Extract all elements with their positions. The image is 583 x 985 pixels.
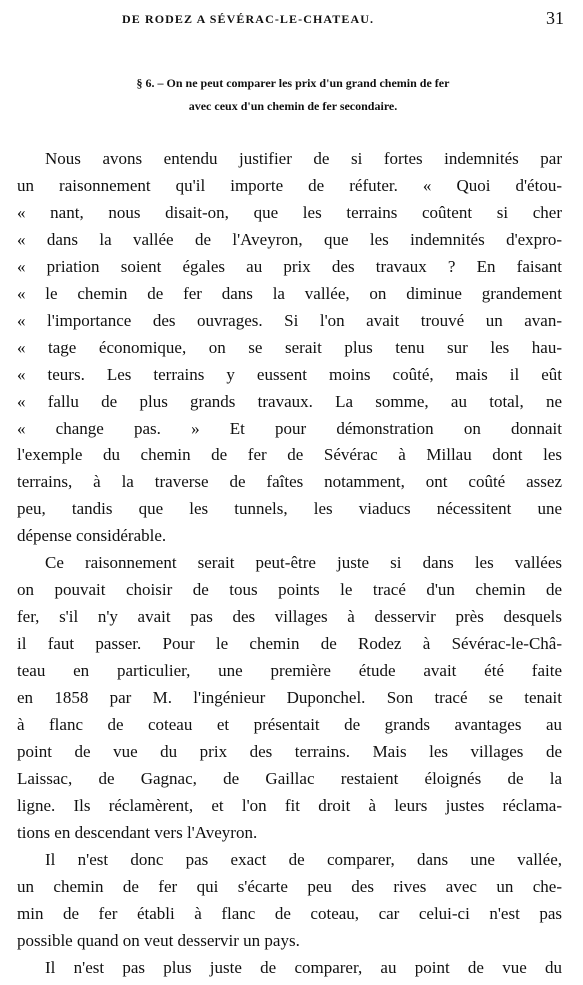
text-line: un raisonnement qu'il importe de réfuter. « Quoi d'étou- (17, 175, 562, 195)
text-line: « change pas. » Et pour démonstration on donnait (17, 418, 562, 438)
text-line: Il n'est donc pas exact de comparer, dans une vallée, (45, 849, 562, 869)
text-line: « fallu de plus grands travaux. La somme, au total, ne (17, 391, 562, 411)
text-line: « tage économique, on se serait plus tenu sur les hau- (17, 337, 562, 357)
text-line: point de vue du prix des terrains. Mais les villages de (17, 741, 562, 761)
running-title: DE RODEZ A SÉVÉRAC-LE-CHATEAU. (122, 12, 375, 26)
text-line: « priation soient égales au prix des travaux ? En faisant (17, 256, 562, 276)
text-line: ligne. Ils réclamèrent, et l'on fit droit à leurs justes réclama- (17, 795, 562, 815)
text-line: tions en descendant vers l'Aveyron. (17, 822, 258, 842)
text-line: à flanc de coteau et présentait de grands avantages au (17, 715, 562, 735)
paragraph (17, 550, 562, 846)
text-line: « nant, nous disait-on, que les terrains coûtent si cher (17, 202, 562, 222)
text-line: min de fer établi à flanc de coteau, car celui-ci n'est pas (17, 903, 562, 923)
text-line: peu, tandis que les tunnels, les viaducs nécessitent une (17, 499, 562, 519)
section-heading-line: § 6. – On ne peut comparer les prix d'un grand chemin de fer (136, 76, 450, 90)
section-heading-line: avec ceux d'un chemin de fer secondaire. (188, 99, 398, 113)
text-line: teau en particulier, une première étude avait été faite (17, 661, 562, 681)
text-line: en 1858 par M. l'ingénieur Duponchel. Son tracé se tenait (17, 688, 562, 708)
text-line: « dans la vallée de l'Aveyron, que les indemnités d'expro- (17, 229, 562, 249)
text-line: Nous avons entendu justifier de si fortes indemnités par (45, 149, 562, 168)
text-line: dépense considérable. (17, 526, 167, 546)
running-header (18, 8, 564, 34)
paragraph (17, 847, 562, 955)
paragraph (17, 146, 562, 550)
text-line: un chemin de fer qui s'écarte peu des rives avec un che- (17, 876, 562, 896)
text-line: il faut passer. Pour le chemin de Rodez à Sévérac-le-Châ- (17, 634, 562, 654)
text-line: Il n'est pas plus juste de comparer, au point de vue du (45, 957, 562, 977)
text-line: terrains, à la traverse de faîtes notamment, ont coûté assez (17, 472, 562, 492)
text-line: fer, s'il n'y avait pas des villages à desservir près desquels (17, 607, 562, 627)
text-line: on pouvait choisir de tous points le tracé d'un chemin de (17, 580, 562, 600)
page-number: 31 (546, 8, 564, 28)
body-text (17, 146, 562, 982)
text-line: « teurs. Les terrains y eussent moins coûté, mais il eût (17, 364, 562, 384)
text-line: « le chemin de fer dans la vallée, on diminue grandement (17, 283, 562, 303)
paragraph (17, 955, 562, 982)
text-line: Ce raisonnement serait peut-être juste si dans les vallées (45, 553, 562, 573)
text-line: possible quand on veut desservir un pays. (17, 930, 300, 950)
text-line: Laissac, de Gagnac, de Gaillac restaient éloignés de la (17, 768, 562, 788)
text-line: « l'importance des ouvrages. Si l'on avait trouvé un avan- (17, 310, 562, 330)
section-heading (27, 72, 559, 118)
text-line: l'exemple du chemin de fer de Sévérac à Millau dont les (17, 445, 562, 465)
